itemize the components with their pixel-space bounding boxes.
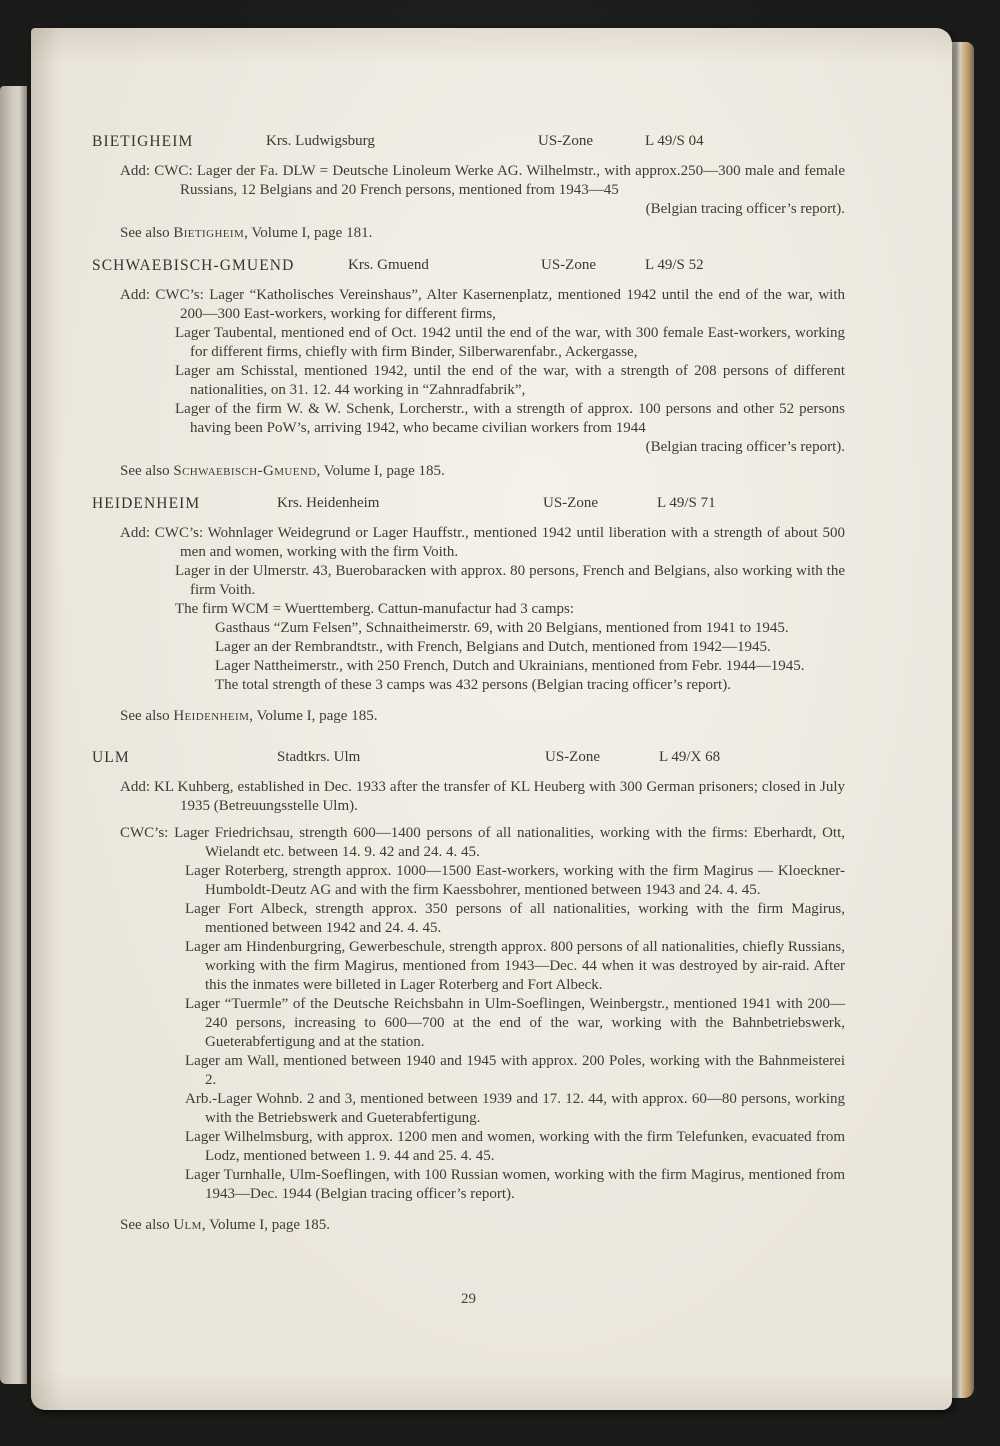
entry-header: [92, 256, 845, 277]
entry-header: [92, 494, 845, 515]
sub-camp-entry: Lager Nattheimerstr., with 250 French, Dutch and Ukrainians, mentioned from Febr. 1944—1945.: [215, 658, 805, 674]
add-paragraph: Add: CWC’s: Lager “Katholisches Vereinshaus”, Alter Kasernenplatz, mentioned 1942 until the end of the war, with 200—300 East-workers, working for different firms,: [120, 287, 845, 322]
camp-entry: Lager Taubental, mentioned end of Oct. 1942 until the end of the war, with 300 female East-workers, working for different firms, chiefly with firm Binder, Silberwarenfabr., Ackergasse,: [175, 325, 845, 360]
camp-entry: Lager of the firm W. & W. Schenk, Lorcherstr., with a strength of approx. 100 persons and other 52 persons having been PoW’s, arriving 1942, who became civilian workers from 1944: [175, 401, 845, 436]
attribution-line: (Belgian tracing officer’s report).: [645, 201, 845, 217]
camp-entry: Arb.-Lager Wohnb. 2 and 3, mentioned between 1939 and 17. 12. 44, with approx. 60—80 persons, working with the Betriebswerk and Gueterabfertigung.: [185, 1091, 845, 1126]
see-also-suffix: , Volume I, page 185.: [201, 1217, 331, 1233]
page-number: 29: [461, 1291, 476, 1307]
camp-entry: Lager Turnhalle, Ulm-Soeflingen, with 100 Russian women, working with the firm Magirus, mentioned from 1943—Dec. 1944 (Belgian tracing officer’s report).: [185, 1167, 845, 1202]
zone-label: US-Zone: [545, 749, 600, 765]
reference-code: L 49/X 68: [659, 749, 721, 765]
reference-code: L 49/S 52: [645, 257, 704, 273]
add-paragraph: Add: CWC’s: Wohnlager Weidegrund or Lager Hauffstr., mentioned 1942 until liberation with a strength of about 500 men and women, working with the firm Voith.: [120, 525, 845, 560]
see-also-prefix: See also: [120, 708, 174, 724]
entry-bietigheim: [92, 132, 845, 243]
see-also-place: Schwaebisch-Gmuend: [173, 463, 317, 479]
page-content: [92, 28, 845, 1307]
add-paragraph: Add: KL Kuhberg, established in Dec. 1933 after the transfer of KL Heuberg with 300 German prisoners; closed in July 1935 (Betreuungsstelle Ulm).: [120, 779, 845, 814]
entry-header: [92, 748, 845, 769]
reference-code: L 49/S 04: [645, 133, 704, 149]
camp-entry: Lager “Tuermle” of the Deutsche Reichsbahn in Ulm-Soeflingen, Weinbergstr., mentioned 1941 with 200—240 persons, increasing to 600—700 at the end of the war, working with the Bahnbetriebswerk, Gueterabfertigung and at the station.: [185, 996, 845, 1050]
camp-entry: Lager Wilhelmsburg, with approx. 1200 men and women, working with the firm Telefunken, evacuated from Lodz, mentioned between 1. 9. 44 and 25. 4. 45.: [185, 1129, 845, 1164]
place-name: SCHWAEBISCH-GMUEND: [92, 257, 295, 274]
entry-ulm: [92, 748, 845, 1235]
previous-page-edge: [0, 86, 27, 1384]
page-stack-edge: [951, 42, 974, 1398]
see-also-place: Ulm: [173, 1217, 202, 1233]
place-name: HEIDENHEIM: [92, 495, 201, 512]
cwc-paragraph: CWC’s: Lager Friedrichsau, strength 600—1400 persons of all nationalities, working with the firms: Eberhardt, Ott, Wielandt etc. between 14. 9. 42 and 24. 4. 45.: [120, 825, 845, 860]
see-also-suffix: , Volume I, page 181.: [244, 225, 373, 241]
district-label: Krs. Heidenheim: [277, 495, 380, 511]
scanned-book-page: [31, 28, 952, 1410]
camp-entry: Lager am Schisstal, mentioned 1942, until the end of the war, with a strength of 208 persons of different nationalities, on 31. 12. 44 working in “Zahnradfabrik”,: [175, 363, 845, 398]
zone-label: US-Zone: [543, 495, 598, 511]
sub-camp-entry: Lager an der Rembrandtstr., with French, Belgians and Dutch, mentioned from 1942—1945.: [215, 639, 771, 655]
entry-heidenheim: [92, 494, 845, 726]
district-label: Krs. Ludwigsburg: [266, 133, 375, 149]
camp-entry: Lager Roterberg, strength approx. 1000—1500 East-workers, working with the firm Magirus — Kloeckner-Humboldt-Deutz AG and with the firm Kaessbohrer, mentioned between 1943 and 24. 4. 45.: [185, 863, 845, 898]
camp-entry: Lager am Hindenburgring, Gewerbeschule, strength approx. 800 persons of all nationalities, chiefly Russians, working with the firm Magirus, mentioned from 1943—Dec. 44 when it was destroyed by air-raid. After this the inmates were billeted in Lager Roterberg and Fort Albeck.: [185, 939, 845, 993]
see-also-suffix: , Volume I, page 185.: [249, 708, 378, 724]
see-also-line: [120, 224, 845, 243]
zone-label: US-Zone: [541, 257, 596, 273]
see-also-place: Heidenheim: [173, 708, 250, 724]
top-margin: [92, 28, 845, 132]
place-name: BIETIGHEIM: [92, 133, 194, 150]
see-also-line: [120, 462, 845, 481]
entry-header: [92, 132, 845, 153]
sub-camp-entry: The total strength of these 3 camps was 432 persons (Belgian tracing officer’s report).: [215, 677, 731, 693]
reference-code: L 49/S 71: [657, 495, 716, 511]
add-paragraph: Add: CWC: Lager der Fa. DLW = Deutsche Linoleum Werke AG. Wilhelmstr., with approx.250—300 male and female Russians, 12 Belgians and 20 French persons, mentioned from 1943—45: [120, 163, 845, 198]
sub-camp-entry: Gasthaus “Zum Felsen”, Schnaitheimerstr. 69, with 20 Belgians, mentioned from 1941 to 1945.: [215, 620, 789, 636]
camp-entry: Lager am Wall, mentioned between 1940 and 1945 with approx. 200 Poles, working with the Bahnmeisterei 2.: [185, 1053, 845, 1088]
attribution-line: (Belgian tracing officer’s report).: [645, 439, 845, 455]
place-name: ULM: [92, 749, 130, 766]
see-also-suffix: , Volume I, page 185.: [316, 463, 445, 479]
zone-label: US-Zone: [538, 133, 593, 149]
district-label: Stadtkrs. Ulm: [277, 749, 361, 765]
entry-schwaebisch-gmuend: [92, 256, 845, 481]
see-also-prefix: See also: [120, 1217, 174, 1233]
see-also-line: [120, 1216, 845, 1235]
camp-entry: Lager Fort Albeck, strength approx. 350 persons of all nationalities, working with the firm Magirus, mentioned between 1942 and 24. 4. 45.: [185, 901, 845, 936]
camp-entry: Lager in der Ulmerstr. 43, Buerobaracken with approx. 80 persons, French and Belgians, also working with the firm Voith.: [175, 563, 845, 598]
see-also-prefix: See also: [120, 225, 174, 241]
see-also-line: [120, 707, 845, 726]
camp-entry: The firm WCM = Wuerttemberg. Cattun-manufactur had 3 camps:: [175, 601, 575, 617]
see-also-prefix: See also: [120, 463, 174, 479]
see-also-place: Bietigheim: [173, 225, 245, 241]
district-label: Krs. Gmuend: [348, 257, 429, 273]
